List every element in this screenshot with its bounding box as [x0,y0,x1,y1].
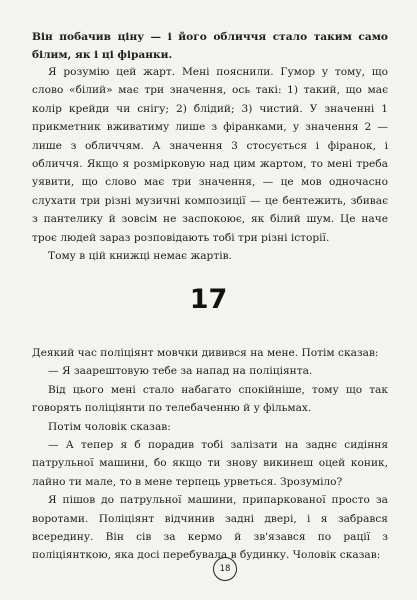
paragraph: Деякий час поліціянт мовчки дивився на мене. Потім сказав: [32,347,379,359]
paragraph: Потім чоловік сказав: [48,420,171,433]
paragraph: — А тепер я б порадив тобі залізати на заднє сидіння патрульної машини, бо якщо ти знову викинеш оцей коник, лайно ти мале, то в мене терпець урветься. Зрозуміло? [32,439,388,488]
chapter-number: 17 [189,284,228,315]
page-number: 18 [219,564,231,574]
paragraph: — Я заарештовую тебе за напад на поліціянта. [48,365,313,378]
paragraph: Від цього мені стало набагато спокійніше, тому що так говорять поліціянти по телебаченню й у фільмах. [32,383,388,415]
paragraph: Тому в цій книжці немає жартів. [48,250,232,263]
opening-text [32,28,388,65]
joke-explanation-section [32,63,388,265]
page-number-badge [213,557,237,581]
bold-paragraph: Він побачив ціну — і його обличчя стало таким само білим, як і ці фіранки. [32,31,388,62]
paragraph: Я розумію цей жарт. Мені пояснили. Гумор у тому, що слово «білий» має три значення, ось такі: 1) такий, що має колір крейди чи снігу; 2) блідий; 3) чистий. У значенні 1 прикметник вживатиму лише з фіранками, у значення 2 — лише з обличчям. А значення 3 стосується і фіранок, і обличчя. Якщо я розмірковую над цим жартом, то мені треба уявити, що слово має три значення, — це мов одночасно слухати три різні музичні композиції — це бентежить, збиває з пантелику й зовсім не заспокоює, як білий шум. Це наче троє людей зараз розповідають тобі три різні історії. [32,66,388,244]
paragraph: Я пішов до патрульної машини, припаркованої просто за воротами. Поліціянт відчинив задні двері, і я забрався всередину. Він сів за кермо й зв'язався по рації з поліціянткою, яка досі перебувала в будинку. Чоловік сказав: [32,494,388,562]
chapter-body [32,344,388,565]
